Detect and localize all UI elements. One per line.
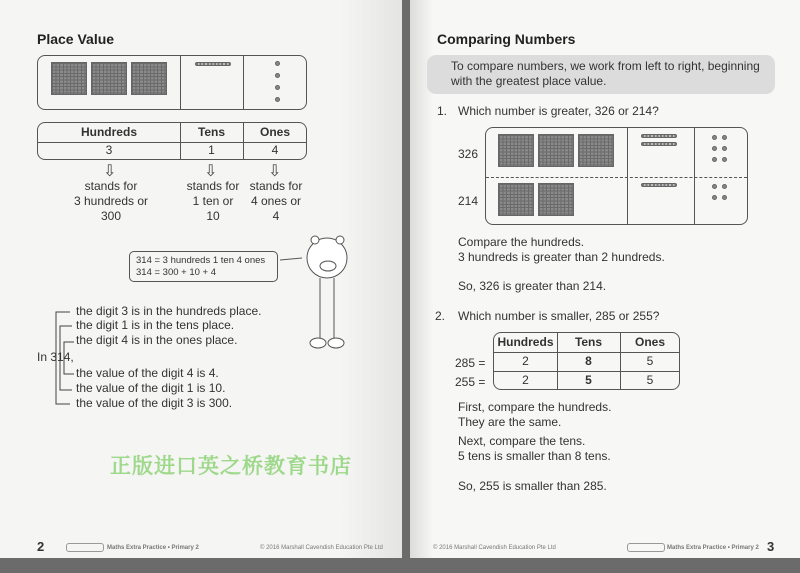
bracket-line: the value of the digit 4 is 4. bbox=[76, 366, 219, 380]
base-ten-blocks bbox=[37, 55, 307, 110]
down-arrow-icon: ⇩ bbox=[204, 163, 218, 180]
cell: 2 bbox=[522, 354, 529, 368]
copyright: © 2016 Marshall Cavendish Education Pte Ltd bbox=[433, 545, 556, 551]
speech-bubble: 314 = 3 hundreds 1 ten 4 ones 314 = 300 + 10 + 4 bbox=[129, 251, 278, 282]
series-label: Maths Extra Practice • Primary 2 bbox=[667, 545, 759, 551]
series-logo-icon bbox=[627, 543, 665, 552]
copyright: © 2016 Marshall Cavendish Education Pte Ltd bbox=[260, 545, 383, 551]
value-hundreds: 3 bbox=[105, 143, 113, 157]
bracket-line: the digit 1 is in the tens place. bbox=[76, 318, 235, 332]
explanation-line: 5 tens is smaller than 8 tens. bbox=[458, 449, 611, 463]
comparison-table bbox=[493, 332, 680, 390]
header-tens: Tens bbox=[197, 125, 226, 139]
bracket-line: the digit 3 is in the hundreds place. bbox=[76, 304, 262, 318]
header-tens: Tens bbox=[574, 335, 603, 349]
question-text: Which number is smaller, 285 or 255? bbox=[458, 309, 660, 323]
question-text: Which number is greater, 326 or 214? bbox=[458, 104, 659, 118]
cell: 8 bbox=[585, 354, 592, 368]
stands-for-ones: stands for 4 ones or 4 bbox=[249, 179, 303, 223]
explanation-line: So, 326 is greater than 214. bbox=[458, 279, 607, 293]
number-label: 326 bbox=[458, 147, 479, 161]
bracket-line: the value of the digit 1 is 10. bbox=[76, 381, 226, 395]
right-page bbox=[410, 0, 800, 558]
header-hundreds: Hundreds bbox=[497, 335, 554, 349]
stands-for-tens: stands for 1 ten or 10 bbox=[186, 179, 240, 223]
cell: 5 bbox=[646, 373, 654, 387]
bracket-line: the digit 4 is in the ones place. bbox=[76, 333, 238, 347]
question-number: 2. bbox=[435, 309, 446, 323]
cell: 2 bbox=[522, 373, 529, 387]
question-number: 1. bbox=[437, 104, 448, 118]
header-ones: Ones bbox=[259, 125, 290, 139]
explanation-line: They are the same. bbox=[458, 415, 562, 429]
header-hundreds: Hundreds bbox=[80, 125, 137, 139]
explanation-line: First, compare the hundreds. bbox=[458, 400, 612, 414]
watermark: 正版进口英之桥教育书店 bbox=[110, 455, 352, 478]
note-box: To compare numbers, we work from left to right, beginning with the greatest place value. bbox=[427, 55, 775, 94]
monster-mascot-icon bbox=[280, 228, 360, 353]
series-label: Maths Extra Practice • Primary 2 bbox=[107, 545, 199, 551]
base-ten-comparison bbox=[485, 127, 748, 225]
explanation-line: 3 hundreds is greater than 2 hundreds. bbox=[458, 250, 665, 264]
header-ones: Ones bbox=[634, 335, 665, 349]
down-arrow-icon: ⇩ bbox=[268, 163, 282, 180]
explanation-line: Next, compare the tens. bbox=[458, 434, 586, 448]
page-number: 3 bbox=[767, 539, 775, 554]
page-number: 2 bbox=[37, 539, 45, 554]
stands-for-hundreds: stands for 3 hundreds or 300 bbox=[73, 179, 149, 223]
row-label: 285 = bbox=[455, 356, 486, 370]
page-title: Place Value bbox=[37, 31, 115, 47]
bracket-label: In 314, bbox=[37, 350, 74, 364]
explanation-line: So, 255 is smaller than 285. bbox=[458, 479, 607, 493]
place-value-table bbox=[37, 122, 307, 160]
value-tens: 1 bbox=[208, 143, 215, 157]
series-logo-icon bbox=[66, 543, 104, 552]
down-arrow-icon: ⇩ bbox=[103, 163, 117, 180]
page-title: Comparing Numbers bbox=[437, 31, 576, 47]
cell: 5 bbox=[585, 373, 592, 387]
number-label: 214 bbox=[458, 194, 479, 208]
row-label: 255 = bbox=[455, 375, 486, 389]
explanation-line: Compare the hundreds. bbox=[458, 235, 585, 249]
value-ones: 4 bbox=[271, 143, 279, 157]
cell: 5 bbox=[646, 354, 654, 368]
bracket-line: the value of the digit 3 is 300. bbox=[76, 396, 233, 410]
